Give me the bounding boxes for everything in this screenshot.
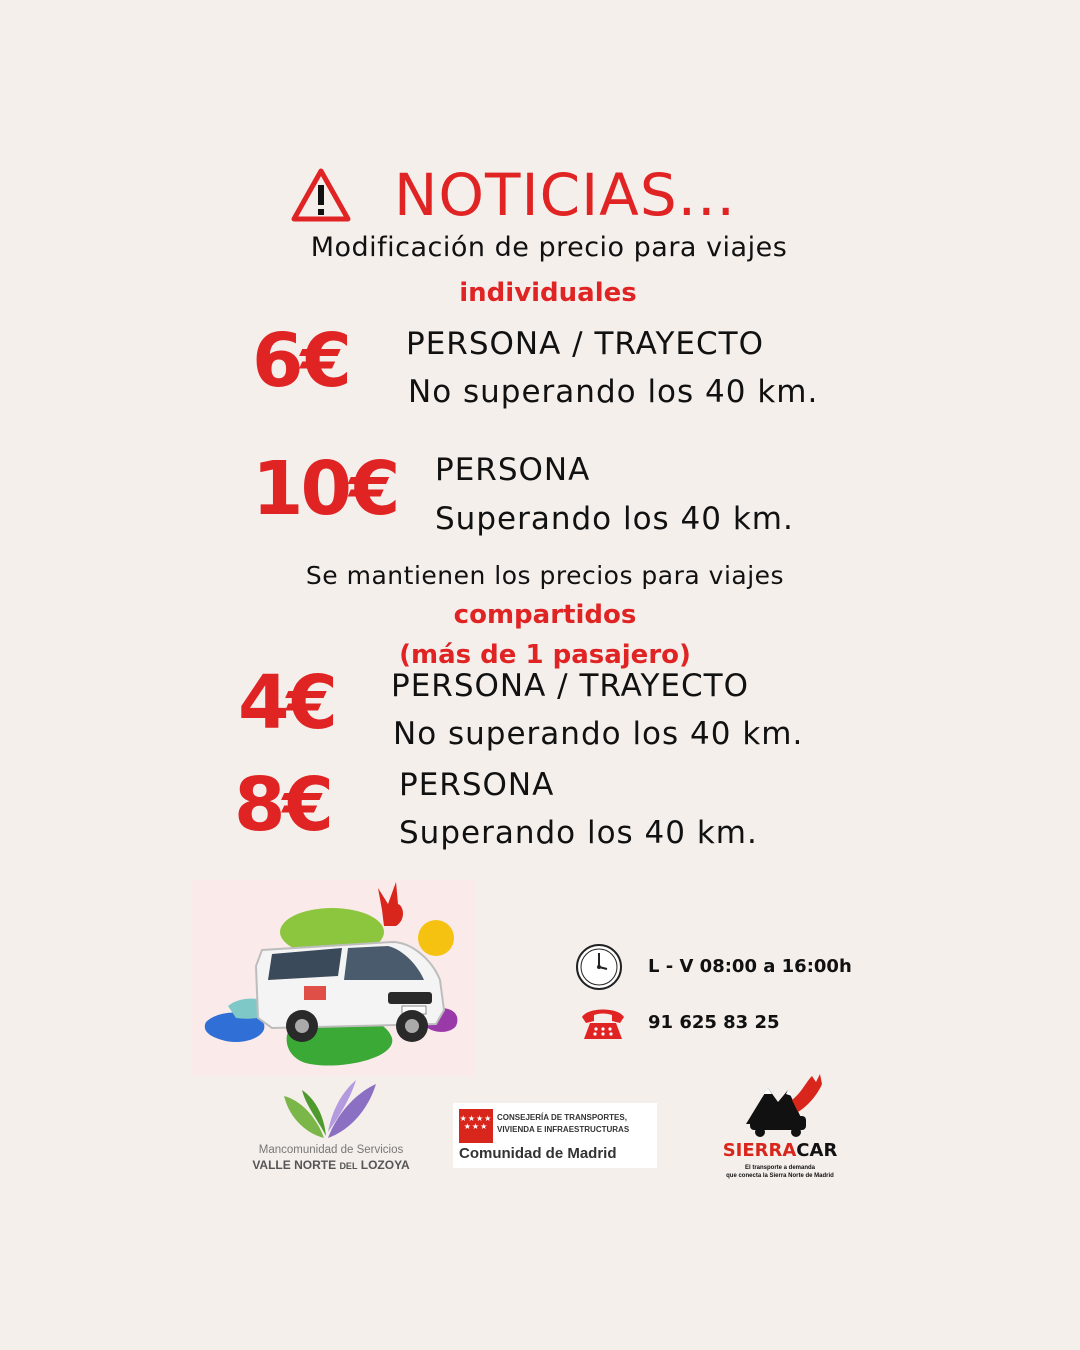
comunidad-madrid-logo bbox=[453, 1103, 657, 1168]
page-title: NOTICIAS... bbox=[394, 161, 736, 229]
madrid-line1: CONSEJERÍA DE TRANSPORTES, bbox=[497, 1113, 627, 1122]
page-header bbox=[290, 160, 736, 230]
sierracar-logo bbox=[712, 1072, 848, 1184]
individual-highlight: individuales bbox=[459, 278, 637, 308]
phone-icon bbox=[580, 1005, 626, 1047]
shared-note: (más de 1 pasajero) bbox=[399, 640, 691, 670]
offer-line-2: No superando los 40 km. bbox=[408, 374, 819, 410]
phone-number[interactable]: 91 625 83 25 bbox=[648, 1012, 780, 1033]
sierracar-name: SIERRACAR bbox=[722, 1140, 838, 1161]
offer-line-1: PERSONA bbox=[435, 452, 591, 488]
clock-icon bbox=[575, 943, 623, 995]
madrid-flag-icon: ★★★★ ★★★ bbox=[459, 1109, 493, 1143]
mancomunidad-line1: Mancomunidad de Servicios bbox=[258, 1144, 404, 1156]
opening-hours: L - V 08:00 a 16:00h bbox=[648, 956, 852, 977]
price-individual-short: 6€ bbox=[252, 318, 349, 404]
price-shared-long: 8€ bbox=[234, 762, 331, 848]
price-individual-long: 10€ bbox=[252, 446, 398, 532]
madrid-name: Comunidad de Madrid bbox=[459, 1145, 617, 1162]
warning-icon bbox=[290, 167, 352, 223]
sierracar-tagline-2: que conecta la Sierra Norte de Madrid bbox=[726, 1173, 834, 1179]
mancomunidad-line2: VALLE NORTE DEL LOZOYA bbox=[252, 1158, 410, 1172]
offer-line-2: Superando los 40 km. bbox=[435, 501, 794, 537]
offer-line-1: PERSONA / TRAYECTO bbox=[391, 668, 749, 704]
offer-line-2: Superando los 40 km. bbox=[399, 815, 758, 851]
shared-highlight: compartidos bbox=[453, 600, 637, 630]
madrid-line2: VIVIENDA E INFRAESTRUCTURAS bbox=[497, 1125, 630, 1134]
van-illustration bbox=[192, 880, 476, 1076]
price-shared-short: 4€ bbox=[238, 660, 335, 746]
individual-intro: Modificación de precio para viajes bbox=[310, 232, 788, 263]
sierracar-tagline-1: El transporte a demanda bbox=[744, 1165, 816, 1171]
shared-intro: Se mantienen los precios para viajes bbox=[305, 561, 785, 590]
mancomunidad-logo bbox=[250, 1080, 410, 1180]
offer-line-1: PERSONA / TRAYECTO bbox=[406, 326, 764, 362]
offer-line-2: No superando los 40 km. bbox=[393, 716, 804, 752]
offer-line-1: PERSONA bbox=[399, 767, 555, 803]
